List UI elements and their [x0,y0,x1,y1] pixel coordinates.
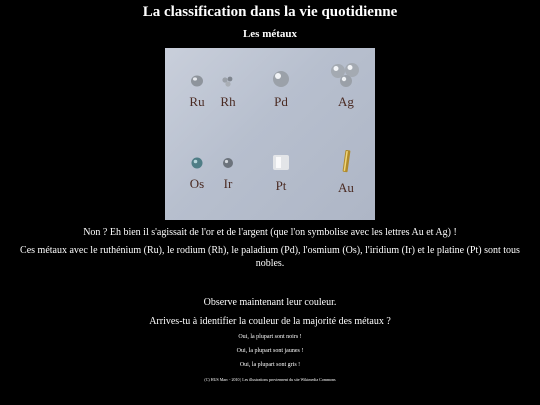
sample-label-ru: Ru [189,94,205,109]
sample-label-pt: Pt [275,178,287,193]
sample-rh [202,74,254,110]
sample-ag [320,62,372,110]
au-bar-icon [338,148,354,174]
footer-credits: (C) HUS Marc - 2010 | Les illustrations proviennent du site Wikimedia Commons [204,377,336,382]
pt-cube-icon [270,152,292,172]
ag-beads-icon [329,62,363,88]
sample-au [320,148,372,196]
text-answer: Non ? Eh bien il s'agissait de l'or et de l'argent (que l'on symbolise avec les lettres Au et Ag) ! [83,227,457,238]
section-subtitle: Les métaux [242,28,298,40]
text-question: Arrives-tu à identifier la couleur de la majorité des métaux ? [149,316,391,327]
page-title: La classification dans la vie quotidienne [142,4,398,20]
sample-label-ag: Ag [338,94,354,109]
sample-ir [202,156,254,192]
choice-black[interactable]: Oui, la plupart sont noirs ! [238,334,302,340]
sample-label-au: Au [338,180,354,195]
sample-label-os: Os [189,176,205,191]
sample-label-rh: Rh [220,94,236,109]
choice-grey[interactable]: Oui, la plupart sont gris ! [239,362,301,368]
text-observe: Observe maintenant leur couleur. [203,297,337,308]
sample-pt [255,152,307,194]
sample-label-pd: Pd [274,94,288,109]
text-noble-metals: Ces métaux avec le ruthénium (Ru), le rodium (Rh), le paladium (Pd), l'osmium (Os), l'iridium (Ir) et le platine (Pt) sont tous nobles. [20,245,520,269]
ir-bead-icon [221,156,235,170]
sample-label-ir: Ir [223,176,233,191]
choice-yellow[interactable]: Oui, la plupart sont jaunes ! [236,348,304,354]
rh-crystal-icon [220,74,236,88]
metals-photo [165,48,375,220]
pd-bead-icon [271,70,291,88]
sample-pd [255,70,307,110]
